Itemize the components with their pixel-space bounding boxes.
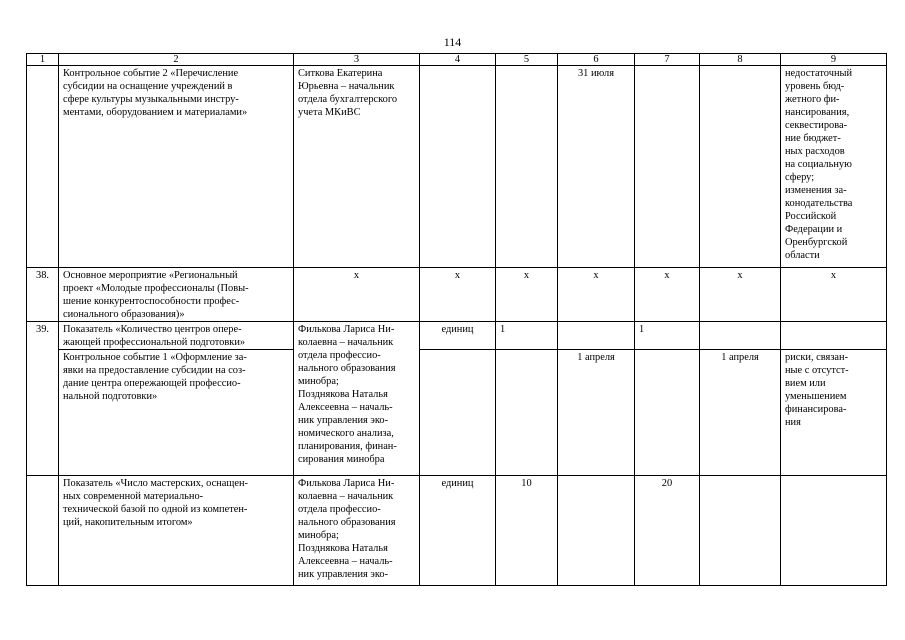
value-cell: 20 [635, 476, 700, 586]
table-row [27, 66, 887, 268]
cell [781, 476, 887, 586]
cell [700, 476, 781, 586]
cell: x [635, 268, 700, 322]
cell [700, 322, 781, 350]
cell [558, 476, 635, 586]
cell [420, 66, 496, 268]
header-cell: 5 [496, 54, 558, 66]
unit-cell: единиц [420, 322, 496, 350]
value-cell: 1 [496, 322, 558, 350]
table-row [27, 268, 887, 322]
header-cell: 8 [700, 54, 781, 66]
risk-cell: риски, связан- ные с отсутст- вием или уменьшением финансирова- ния [781, 350, 887, 476]
plan-table [26, 53, 887, 586]
value-cell: 1 [635, 322, 700, 350]
responsible-person: Филькова Лариса Ни- колаевна – начальник отдела профессио- нального образования минобра; Позднякова Наталья Алексеевна – началь- ник управления эко- номического анализа, планирования, финан- сирования минобра [294, 322, 420, 476]
cell: x [294, 268, 420, 322]
header-cell: 2 [59, 54, 294, 66]
cell: x [781, 268, 887, 322]
responsible-person: Филькова Лариса Ни- колаевна – начальник отдела профессио- нального образования минобра; Позднякова Наталья Алексеевна – началь- ник управления эко- [294, 476, 420, 586]
cell [496, 66, 558, 268]
cell: x [558, 268, 635, 322]
table-row [27, 350, 887, 476]
date-cell: 31 июля [558, 66, 635, 268]
indicator-name: Показатель «Число мастерских, оснащен- ных современной материально- технической базой по одной из компетен- ций, накопительным итогом» [59, 476, 294, 586]
cell: x [700, 268, 781, 322]
cell [635, 350, 700, 476]
table-row [27, 476, 887, 586]
table-row [27, 322, 887, 350]
value-cell: 10 [496, 476, 558, 586]
cell [496, 350, 558, 476]
cell [420, 350, 496, 476]
header-row [27, 54, 887, 66]
event-name: Контрольное событие 2 «Перечисление субсидии на оснащение учреждений в сфере культуры музыкальными инстру- ментами, оборудованием и материалами» [59, 66, 294, 268]
header-cell: 9 [781, 54, 887, 66]
row-number: 38. [27, 268, 59, 322]
responsible-person: Ситкова Екатерина Юрьевна – начальник отдела бухгалтерского учета МКиВС [294, 66, 420, 268]
cell [700, 66, 781, 268]
header-cell: 4 [420, 54, 496, 66]
header-cell: 1 [27, 54, 59, 66]
row-number [27, 66, 59, 268]
indicator-name: Показатель «Количество центров опере- жающей профессиональной подготовки» [59, 322, 294, 350]
risk-cell: недостаточный уровень бюд- жетного фи- нансирования, секвестирова- ние бюджет- ных расходов на социальную сферу; изменения за- конодательства Российской Федерации и Оренбургской области [781, 66, 887, 268]
header-cell: 7 [635, 54, 700, 66]
row-number: 39. [27, 322, 59, 476]
header-cell: 6 [558, 54, 635, 66]
cell [635, 66, 700, 268]
date-cell: 1 апреля [558, 350, 635, 476]
unit-cell: единиц [420, 476, 496, 586]
cell [781, 322, 887, 350]
row-number [27, 476, 59, 586]
cell: x [420, 268, 496, 322]
date-cell: 1 апреля [700, 350, 781, 476]
cell [558, 322, 635, 350]
header-cell: 3 [294, 54, 420, 66]
page-number: 114 [443, 35, 462, 49]
cell: x [496, 268, 558, 322]
event-name: Контрольное событие 1 «Оформление за- явки на предоставление субсидии на соз- дание центра опережающей профессио- нальной подготовки» [59, 350, 294, 476]
activity-name: Основное мероприятие «Региональный проект «Молодые профессионалы (Повы- шение конкурентоспособности профес- сионального образования)» [59, 268, 294, 322]
